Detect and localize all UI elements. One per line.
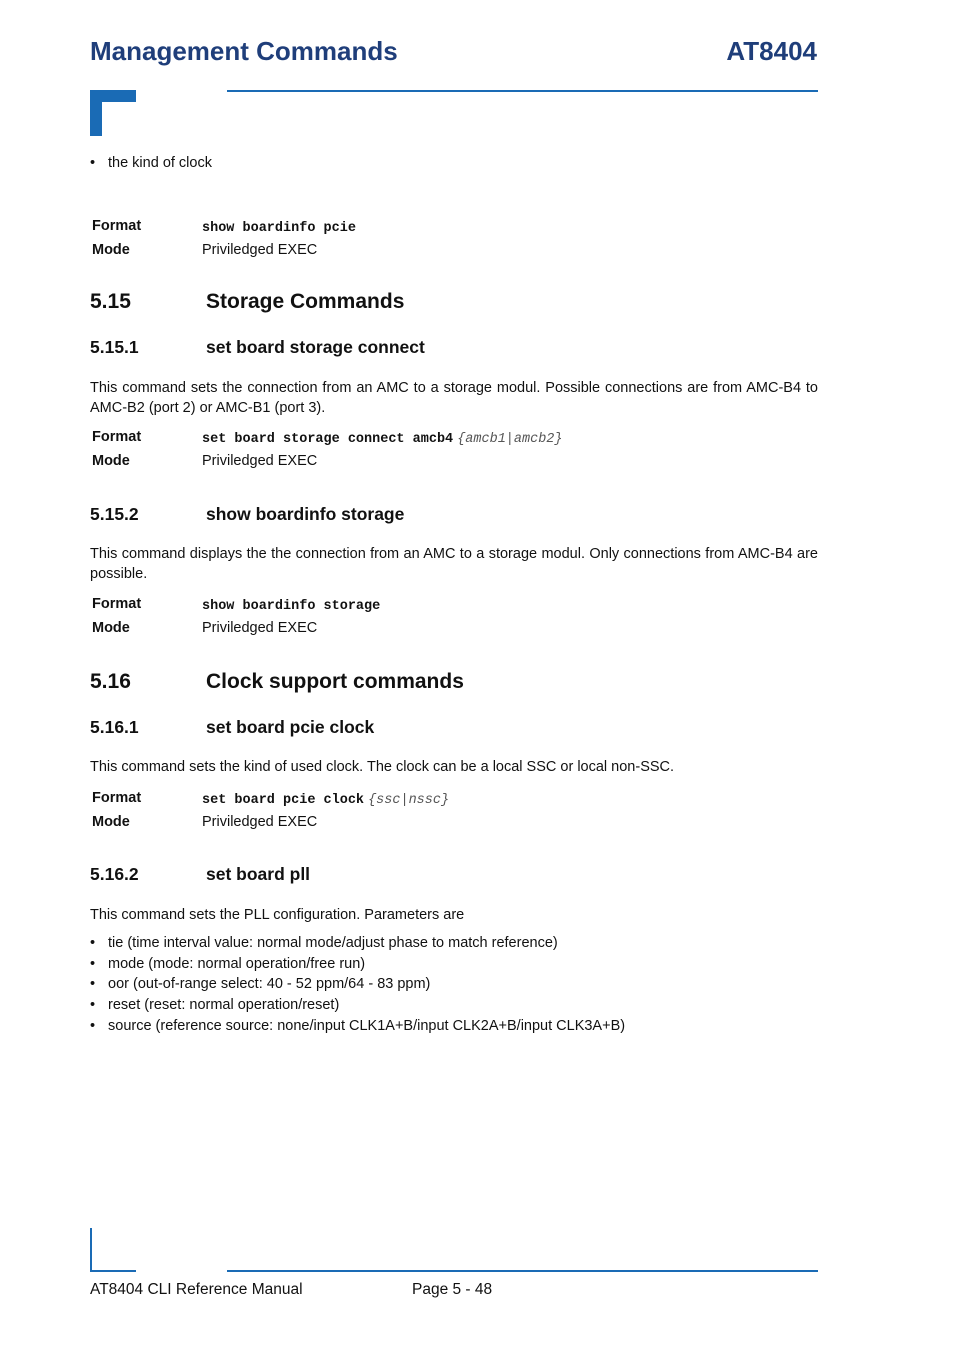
section-title: Storage Commands [206,290,405,313]
subsection-title: set board pcie clock [206,717,375,737]
mode-value: Priviledged EXEC [202,814,318,830]
format-command: set board storage connect amcb4 {amcb1|amcb2} [202,432,563,447]
list-item: • mode (mode: normal operation/free run) [90,956,366,972]
mode-label: Mode [92,453,130,469]
format-command: show boardinfo pcie [202,221,356,236]
subsection-number: 5.15.2 [90,504,139,524]
section-number: 5.15 [90,290,131,313]
bullet-icon: • [90,935,96,951]
format-label: Format [92,429,142,445]
bullet-icon: • [90,956,96,972]
mode-label: Mode [92,242,130,258]
footer-corner-vertical [90,1228,92,1272]
list-item: • source (reference source: none/input CLK1A+B/input CLK2A+B/input CLK3A+B) [90,1018,626,1034]
subsection-number: 5.16.1 [90,717,139,737]
subsection-title: set board pll [206,864,311,884]
bullet-icon: • [90,997,96,1013]
mode-value: Priviledged EXEC [202,620,318,636]
format-command: set board pcie clock {ssc|nssc} [202,793,450,808]
bullet-icon: • [90,976,96,992]
list-item: • reset (reset: normal operation/reset) [90,997,340,1013]
paragraph: This command sets the PLL configuration. Parameters are [90,907,465,923]
list-item: • oor (out-of-range select: 40 - 52 ppm/64 - 83 ppm) [90,976,431,992]
page-number: Page 5 - 48 [412,1281,493,1298]
footer-manual-title: AT8404 CLI Reference Manual [90,1281,303,1298]
format-command: show boardinfo storage [202,599,381,614]
footer-rule [227,1270,818,1272]
mode-label: Mode [92,814,130,830]
corner-mark-horizontal [90,90,136,102]
header-product: AT8404 [726,36,817,66]
format-label: Format [92,218,142,234]
paragraph: This command displays the the connection from an AMC to a storage modul. Only connections from AMC-B4 are possible. [90,546,818,582]
subsection-number: 5.16.2 [90,864,139,884]
list-item: • tie (time interval value: normal mode/adjust phase to match reference) [90,935,558,951]
mode-label: Mode [92,620,130,636]
section-number: 5.16 [90,670,131,693]
bullet-icon: • [90,155,96,171]
header-rule [227,90,818,92]
paragraph: This command sets the kind of used clock. The clock can be a local SSC or local non-SSC. [90,759,675,775]
mode-value: Priviledged EXEC [202,242,318,258]
header-title: Management Commands [90,36,398,66]
bullet-icon: • [90,1018,96,1034]
mode-value: Priviledged EXEC [202,453,318,469]
format-label: Format [92,790,142,806]
section-title: Clock support commands [206,670,464,693]
footer-corner-horizontal [90,1270,136,1272]
subsection-title: set board storage connect [206,337,425,357]
format-label: Format [92,596,142,612]
subsection-title: show boardinfo storage [206,504,405,524]
list-item: • the kind of clock [90,155,212,171]
paragraph: This command sets the connection from an AMC to a storage modul. Possible connections are from AMC-B4 to AMC-B2 (port 2) or AMC-B1 (port 3). [90,380,818,416]
subsection-number: 5.15.1 [90,337,139,357]
